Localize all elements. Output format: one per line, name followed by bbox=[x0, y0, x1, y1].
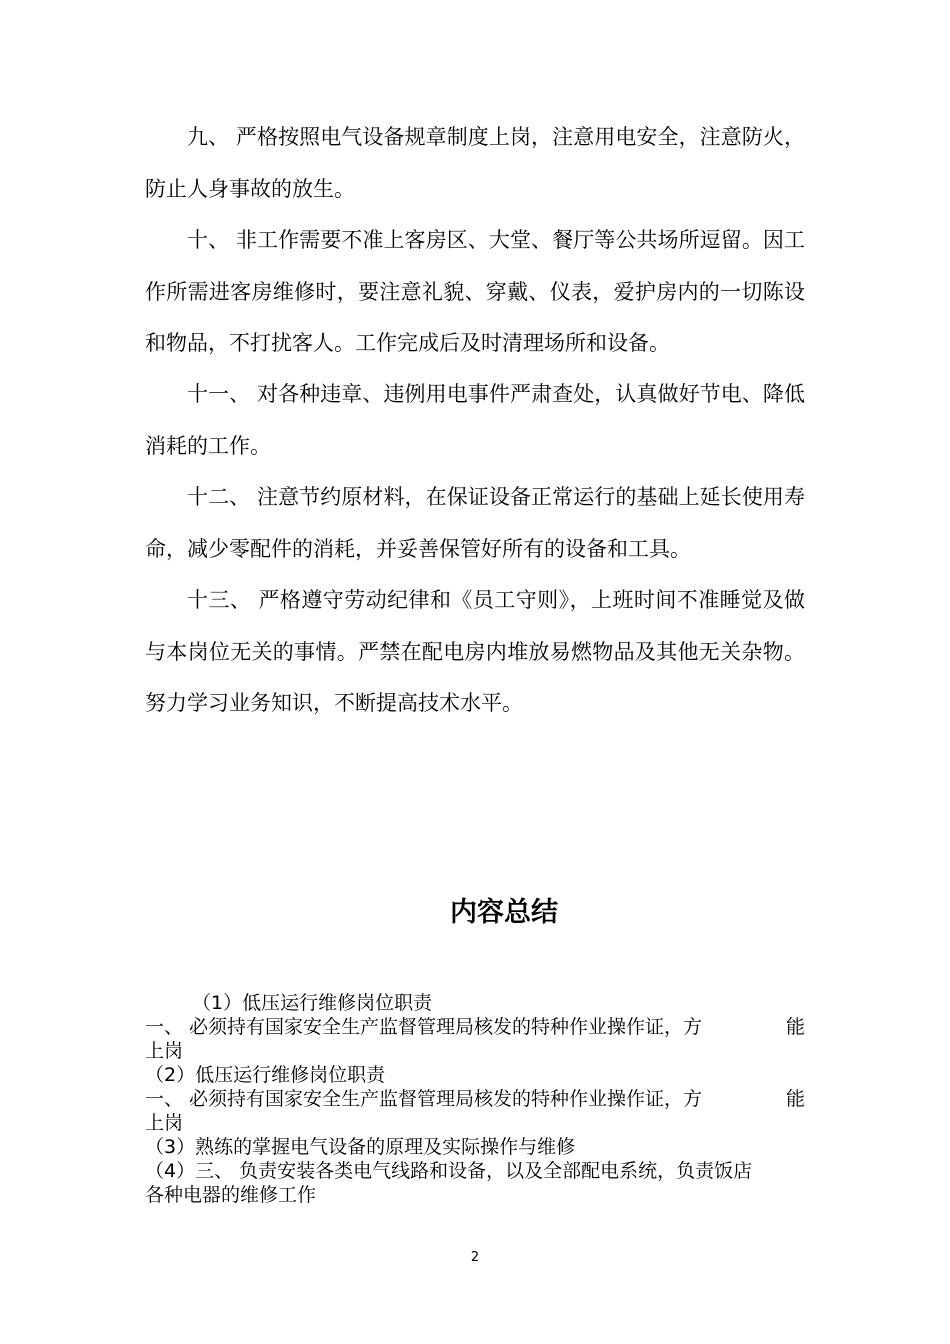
paragraph-item-9: 九、 严格按照电气设备规章制度上岗，注意用电安全，注意防火，防止人身事故的放生。 bbox=[145, 125, 805, 201]
summary-block bbox=[145, 991, 805, 1207]
summary-line: 上岗 bbox=[145, 1040, 184, 1062]
summary-title: 内容总结 bbox=[450, 897, 558, 928]
summary-line: 一、 必须持有国家安全生产监督管理局核发的特种作业操作证，方 bbox=[145, 1088, 703, 1110]
summary-line: （3）熟练的掌握电气设备的原理及实际操作与维修 bbox=[145, 1136, 576, 1158]
page-number: 2 bbox=[470, 1250, 480, 1265]
paragraph-item-13: 十三、 严格遵守劳动纪律和《员工守则》，上班时间不准睡觉及做与本岗位无关的事情。严禁在配电房内堆放易燃物品及其他无关杂物。努力学习业务知识，不断提高技术水平。 bbox=[145, 588, 805, 715]
summary-line: （2）低压运行维修岗位职责 bbox=[145, 1064, 386, 1086]
paragraph-item-10: 十、 非工作需要不准上客房区、大堂、餐厅等公共场所逗留。因工作所需进客房维修时，要注意礼貌、穿戴、仪表，爱护房内的一切陈设和物品，不打扰客人。工作完成后及时清理场所和设备。 bbox=[145, 228, 805, 355]
summary-line: （1）低压运行维修岗位职责 bbox=[192, 992, 433, 1014]
summary-line-split bbox=[145, 1087, 805, 1111]
summary-line: 各种电器的维修工作 bbox=[145, 1184, 317, 1206]
paragraph-item-11: 十一、 对各种违章、违例用电事件严肃查处，认真做好节电、降低消耗的工作。 bbox=[145, 382, 805, 458]
summary-line-split bbox=[145, 1015, 805, 1039]
summary-line: 上岗 bbox=[145, 1112, 184, 1134]
summary-line: （4）三、 负责安装各类电气线路和设备，以及全部配电系统，负责饭店 bbox=[145, 1160, 753, 1182]
summary-line-tail: 能 bbox=[785, 1088, 805, 1110]
summary-line-tail: 能 bbox=[785, 1016, 805, 1038]
paragraph-item-12: 十二、 注意节约原材料，在保证设备正常运行的基础上延长使用寿命，减少零配件的消耗，并妥善保管好所有的设备和工具。 bbox=[145, 485, 805, 561]
summary-line: 一、 必须持有国家安全生产监督管理局核发的特种作业操作证，方 bbox=[145, 1016, 703, 1038]
